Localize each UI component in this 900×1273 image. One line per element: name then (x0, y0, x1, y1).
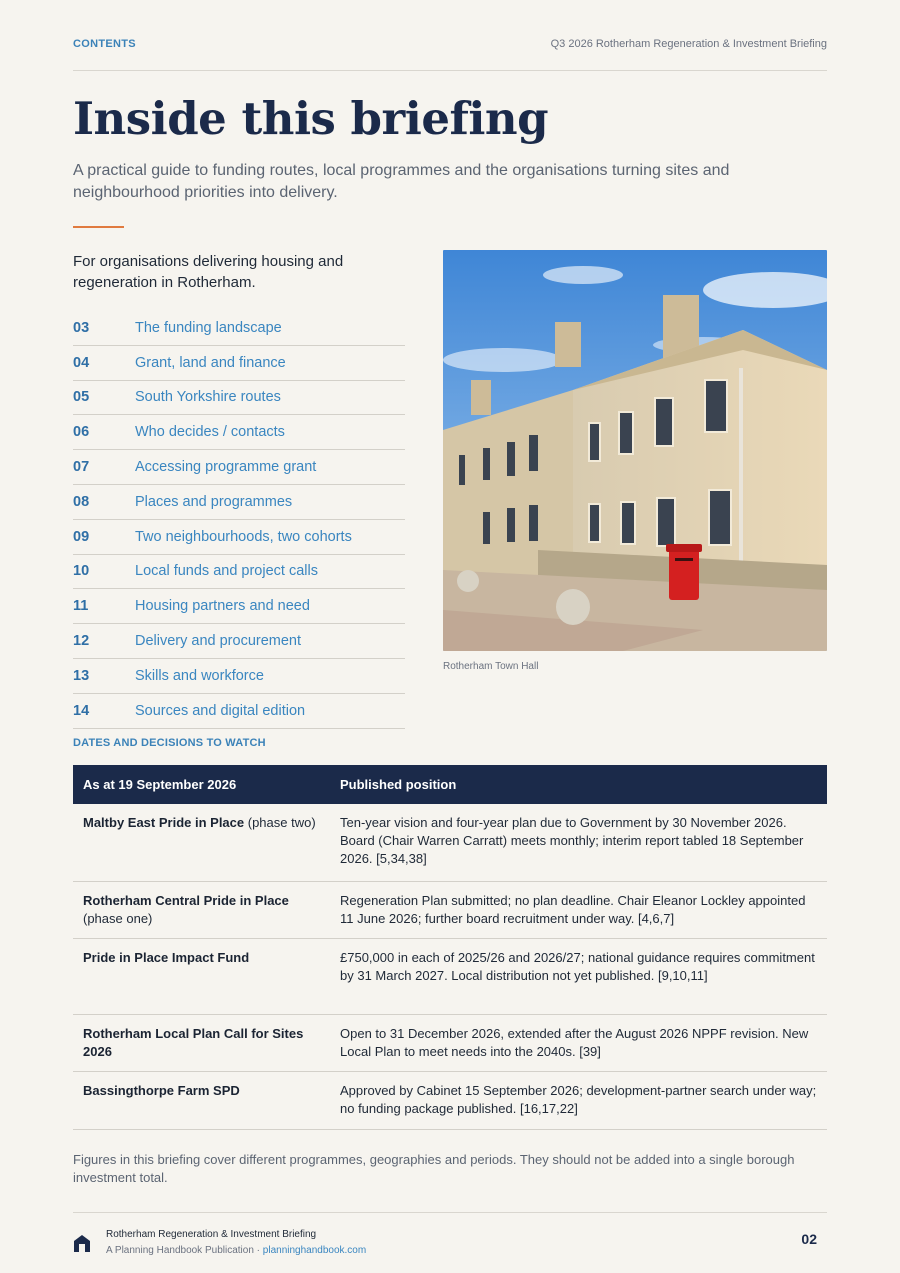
item-cell (73, 938, 330, 1014)
toc-page-number: 13 (73, 667, 90, 684)
footer-text (106, 1227, 366, 1259)
toc-link[interactable]: South Yorkshire routes (135, 389, 281, 406)
page-number: 02 (801, 1231, 817, 1247)
item-name: Pride in Place Impact Fund (83, 949, 250, 965)
toc-link[interactable]: Skills and workforce (135, 667, 264, 684)
item-name: Rotherham Local Plan Call for Sites 2026 (83, 1025, 304, 1059)
footer-title: Rotherham Regeneration & Investment Briefing (106, 1229, 317, 1240)
table-row (73, 881, 827, 938)
toc-link[interactable]: The funding landscape (135, 319, 282, 336)
position-cell: Approved by Cabinet 15 September 2026; development-partner search under way; no funding package published. [16,17,22] (330, 1071, 827, 1129)
toc-item[interactable] (73, 589, 405, 624)
item-name: Rotherham Central Pride in Place (83, 892, 289, 908)
toc-link[interactable]: Sources and digital edition (135, 702, 306, 719)
photo-caption: Rotherham Town Hall (443, 661, 539, 672)
toc-item[interactable] (73, 450, 405, 485)
toc-item[interactable] (73, 485, 405, 520)
toc-item[interactable] (73, 381, 405, 416)
position-cell: £750,000 in each of 2025/26 and 2026/27; national guidance requires commitment by 31 March 2027. Local distribution not yet published. [9,10,11] (330, 938, 827, 1014)
page-footer (73, 1227, 827, 1259)
toc-item[interactable] (73, 311, 405, 346)
footer-subtitle (106, 1243, 366, 1259)
item-phase: (phase two) (244, 815, 316, 830)
toc-page-number: 12 (73, 633, 90, 650)
dates-section-label: DATES AND DECISIONS TO WATCH (73, 737, 266, 749)
toc-page-number: 06 (73, 424, 90, 441)
table-row (73, 804, 827, 881)
position-cell: Regeneration Plan submitted; no plan deadline. Chair Eleanor Lockley appointed 11 June 2026; further board recruitment under way. [4,6,7] (330, 881, 827, 938)
toc-intro: For organisations delivering housing and regeneration in Rotherham. (73, 253, 344, 291)
publisher-logo-icon (73, 1233, 91, 1253)
item-phase: (phase one) (83, 910, 153, 926)
footer-divider (73, 1212, 827, 1213)
toc-page-number: 03 (73, 319, 90, 336)
page-title: Inside this briefing (73, 92, 549, 145)
page-subtitle: A practical guide to funding routes, local programmes and the organisations turning sites and neighbourhood priorities into delivery. (73, 162, 730, 201)
toc-link[interactable]: Two neighbourhoods, two cohorts (135, 528, 352, 545)
table-header-row (73, 765, 827, 804)
toc-page-number: 04 (73, 354, 90, 371)
table-of-contents (73, 311, 405, 729)
toc-link[interactable]: Accessing programme grant (135, 459, 317, 476)
publisher-line: A Planning Handbook Publication · (106, 1245, 263, 1256)
toc-item[interactable] (73, 694, 405, 729)
toc-link[interactable]: Who decides / contacts (135, 424, 285, 441)
position-cell: Ten-year vision and four-year plan due to Government by 30 November 2026. Board (Chair Warren Carratt) meets monthly; interim report tabled 18 September 2026. [5,34,38] (330, 804, 827, 881)
item-cell (73, 804, 330, 881)
column-header-position: Published position (330, 765, 827, 804)
table-row (73, 1014, 827, 1071)
toc-page-number: 10 (73, 563, 90, 580)
toc-item[interactable] (73, 415, 405, 450)
toc-link[interactable]: Housing partners and need (135, 598, 310, 615)
section-label: CONTENTS (73, 38, 136, 50)
toc-item[interactable] (73, 520, 405, 555)
item-name: Maltby East Pride in Place (83, 815, 245, 830)
item-name: Bassingthorpe Farm SPD (83, 1082, 240, 1098)
item-cell (73, 1014, 330, 1071)
toc-link[interactable]: Delivery and procurement (135, 633, 302, 650)
column-header-date: As at 19 September 2026 (73, 765, 330, 804)
toc-page-number: 09 (73, 528, 90, 545)
toc-page-number: 05 (73, 389, 90, 406)
table-row (73, 1071, 827, 1129)
page (73, 0, 827, 1273)
table-row (73, 938, 827, 1014)
running-header (73, 38, 827, 50)
toc-item[interactable] (73, 555, 405, 590)
toc-link[interactable]: Local funds and project calls (135, 563, 318, 580)
toc-page-number: 08 (73, 493, 90, 510)
dates-table (73, 765, 827, 1130)
footnote: Figures in this briefing cover different programmes, geographies and periods. They should not be added into a single borough investment total. (73, 1152, 795, 1185)
toc-page-number: 07 (73, 459, 90, 476)
position-cell: Open to 31 December 2026, extended after the August 2026 NPPF revision. New Local Plan to meet needs into the 2040s. [39] (330, 1014, 827, 1071)
toc-page-number: 11 (73, 598, 89, 615)
toc-item[interactable] (73, 624, 405, 659)
website-link[interactable]: planninghandbook.com (262, 1245, 367, 1256)
document-title: Q3 2026 Rotherham Regeneration & Investment Briefing (550, 38, 827, 50)
item-cell (73, 1071, 330, 1129)
toc-page-number: 14 (73, 702, 90, 719)
item-cell (73, 881, 330, 938)
accent-divider (73, 226, 124, 228)
toc-item[interactable] (73, 346, 405, 381)
toc-item[interactable] (73, 659, 405, 694)
toc-link[interactable]: Grant, land and finance (135, 354, 286, 371)
header-divider (73, 70, 827, 71)
town-hall-photo (443, 250, 827, 651)
town-hall-illustration (443, 250, 827, 651)
toc-link[interactable]: Places and programmes (135, 493, 293, 510)
